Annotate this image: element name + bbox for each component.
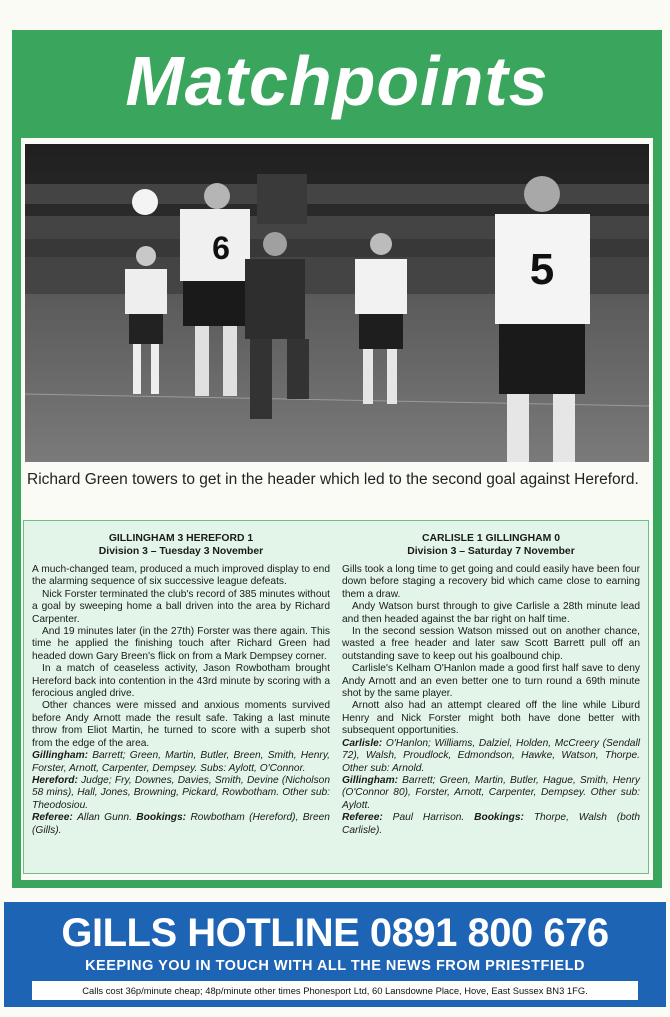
shirt-number-6: 6 [212,230,230,266]
lineup-gillingham: Gillingham: Barrett; Green, Martin, Butler, Breen, Smith, Henry, Forster, Arnott, Carpenter, Dempsey. Subs: Aylott, O'Connor. [32,750,330,774]
report-heading: CARLISLE 1 GILLINGHAM 0 Division 3 – Saturday 7 November [407,533,575,557]
officials: Referee: Allan Gunn. Bookings: Rowbotham (Hereford), Breen (Gills). [32,812,330,836]
report-gillingham-hereford [32,533,330,837]
ball [132,189,158,215]
matchpoints-panel [12,30,662,888]
hotline-subtitle: KEEPING YOU IN TOUCH WITH ALL THE NEWS FROM PRIESTFIELD [85,958,585,974]
match-photo [25,144,649,462]
shirt-number-5: 5 [529,245,555,294]
report-paragraph: In the second session Watson missed out on another chance, wasted a free header and later saw Scott Barrett pull off an outstanding save to keep out his goalbound chip. [342,626,640,662]
page-title: Matchpoints [125,42,549,120]
report-paragraph: And 19 minutes later (in the 27th) Forster was there again. This time he applied the finishing touch after Richard Green had headed down Gary Breen's flick on from a Mark Dempsey corner. [32,626,330,662]
report-paragraph: In a match of ceaseless activity, Jason Rowbotham brought Hereford back into contention in the 43rd minute by scoring with a ferocious angled drive. [32,663,330,700]
football-action-photo [25,144,649,462]
lineup-carlisle: Carlisle: O'Hanlon; Williams, Dalziel, Holden, McCreery (Sendall 72), Walsh, Proudlock, Edmondson, Hawke, Watson, Thorpe. Other sub: Arnold. [342,737,640,774]
hotline-advert [4,902,666,1007]
hotline-title: GILLS HOTLINE 0891 800 676 [61,911,609,955]
lineup-hereford: Hereford: Judge; Fry, Downes, Davies, Smith, Devine (Nicholson 58 mins), Hall, Jones, Browning, Pickard, Rowbotham. Other sub: Theodosiou. [32,774,330,811]
content-area [21,138,653,880]
lineup-gillingham: Gillingham: Barrett; Green, Martin, Butler, Hague, Smith, Henry (O'Connor 80), Forster, Arnott, Carpenter, Dempsey. Other sub: Aylott. [342,774,640,811]
report-paragraph: Nick Forster terminated the club's record of 385 minutes without a goal by sweeping home a ball driven into the area by Richard Carpenter. [32,588,330,625]
report-paragraph: Other chances were missed and anxious moments survived before Andy Arnott made the result safe. Taking a last minute throw from Eliot Martin, he turned to score with a superb shot from the edge of the area. [32,700,330,749]
report-paragraph: A much-changed team, produced a much improved display to end the alarming sequence of six successive league defeats. [32,564,330,588]
report-heading: GILLINGHAM 3 HEREFORD 1 Division 3 – Tuesday 3 November [98,533,264,557]
hotline-call-costs: Calls cost 36p/minute cheap; 48p/minute other times Phonesport Ltd, 60 Lansdowne Place, Hove, East Sussex BN3 1FG. [32,981,638,1000]
report-paragraph: Arnott also had an attempt cleared off the line while Liburd Henry and Nick Forster might both have done better with subsequent opportunities. [342,700,640,737]
report-paragraph: Carlisle's Kelham O'Hanlon made a good first half save to deny Andy Arnott and an even better one to turn round a 69th minute shot by the same player. [342,663,640,700]
report-paragraph: Andy Watson burst through to give Carlisle a 28th minute lead and then headed against the bar right on half time. [342,601,640,625]
photo-caption: Richard Green towers to get in the header which led to the second goal against Hereford. [27,471,639,488]
match-reports [23,520,649,874]
report-paragraph: Gills took a long time to get going and could easily have been four down before staging a recovery bid which came close to earning them a draw. [342,564,640,600]
officials: Referee: Paul Harrison. Bookings: Thorpe, Walsh (both Carlisle). [342,812,640,836]
report-carlisle-gillingham [342,533,640,837]
